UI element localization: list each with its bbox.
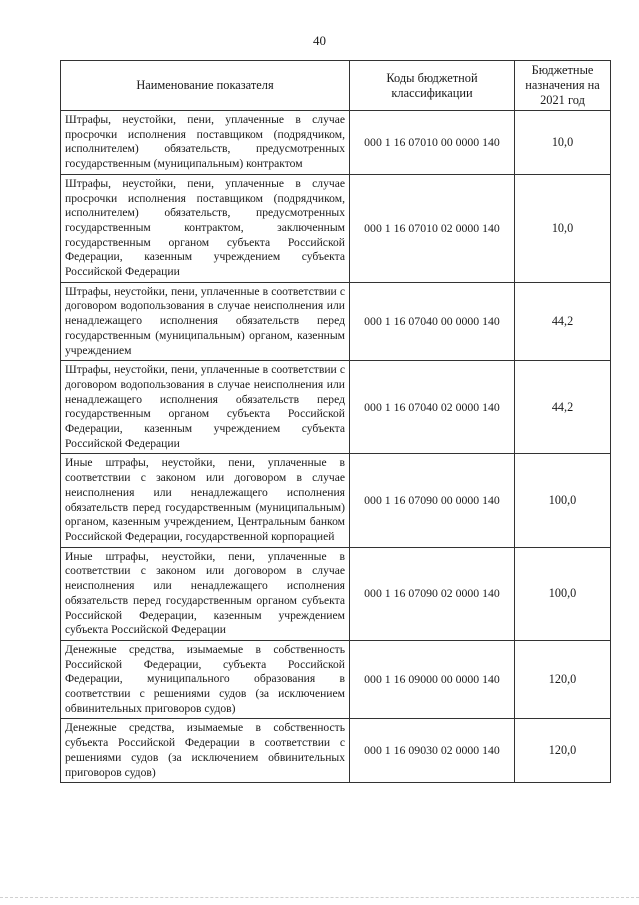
- row-name: Штрафы, неустойки, пени, уплаченные в соответствии с договором водопользования в случае неисполнения или ненадлежащего исполнения обязательств перед государственным (муниципальным) органом, казенным учреждением: [61, 282, 350, 361]
- table-row: [61, 111, 611, 175]
- header-code: Коды бюджетной классификации: [350, 61, 515, 111]
- header-amount: Бюджетные назначения на 2021 год: [515, 61, 611, 111]
- row-code: 000 1 16 09000 00 0000 140: [350, 640, 515, 719]
- row-name: Иные штрафы, неустойки, пени, уплаченные в соответствии с законом или договором в случае неисполнения или ненадлежащего исполнения обязательств перед государственным органом субъекта Российской Федерации, казенным учреждением субъекта Российской Федерации: [61, 547, 350, 640]
- table-row: [61, 174, 611, 282]
- row-amount: 120,0: [515, 719, 611, 783]
- table-row: [61, 640, 611, 719]
- row-amount: 100,0: [515, 454, 611, 547]
- row-name: Денежные средства, изымаемые в собственность Российской Федерации, субъекта Российской Федерации, муниципального образования в соответствии с решениями судов (за исключением обвинительных приговоров судов): [61, 640, 350, 719]
- budget-table: [60, 60, 611, 783]
- row-code: 000 1 16 07010 02 0000 140: [350, 174, 515, 282]
- row-amount: 10,0: [515, 111, 611, 175]
- row-code: 000 1 16 07090 00 0000 140: [350, 454, 515, 547]
- row-name: Денежные средства, изымаемые в собственность субъекта Российской Федерации в соответствии с решениями судов (за исключением обвинительных приговоров судов): [61, 719, 350, 783]
- header-name: Наименование показателя: [61, 61, 350, 111]
- page-number: 40: [313, 33, 326, 48]
- row-amount: 44,2: [515, 282, 611, 361]
- table-header-row: [61, 61, 611, 111]
- row-name: Штрафы, неустойки, пени, уплаченные в соответствии с договором водопользования в случае неисполнения или ненадлежащего исполнения обязательств перед государственным органом субъекта Российской Федерации, казенным учреждением субъекта Российской Федерации: [61, 361, 350, 454]
- row-amount: 120,0: [515, 640, 611, 719]
- row-code: 000 1 16 07040 02 0000 140: [350, 361, 515, 454]
- table-row: [61, 719, 611, 783]
- row-amount: 100,0: [515, 547, 611, 640]
- table-row: [61, 282, 611, 361]
- table-row: [61, 454, 611, 547]
- row-name: Иные штрафы, неустойки, пени, уплаченные в соответствии с законом или договором в случае неисполнения или ненадлежащего исполнения обязательств перед государственным (муниципальным) органом, казенным учреждением, Центральным банком Российской Федерации, государственной корпорацией: [61, 454, 350, 547]
- row-name: Штрафы, неустойки, пени, уплаченные в случае просрочки исполнения поставщиком (подрядчиком, исполнителем) обязательств, предусмотренных государственным контрактом, заключенным государственным органом субъекта Российской Федерации, казенным учреждением субъекта Российской Федерации: [61, 174, 350, 282]
- row-code: 000 1 16 09030 02 0000 140: [350, 719, 515, 783]
- table-row: [61, 361, 611, 454]
- row-code: 000 1 16 07010 00 0000 140: [350, 111, 515, 175]
- row-amount: 10,0: [515, 174, 611, 282]
- page-bottom-divider: [0, 897, 639, 898]
- table-row: [61, 547, 611, 640]
- row-code: 000 1 16 07040 00 0000 140: [350, 282, 515, 361]
- row-amount: 44,2: [515, 361, 611, 454]
- row-code: 000 1 16 07090 02 0000 140: [350, 547, 515, 640]
- row-name: Штрафы, неустойки, пени, уплаченные в случае просрочки исполнения поставщиком (подрядчиком, исполнителем) обязательств, предусмотренных государственным (муниципальным) контрактом: [61, 111, 350, 175]
